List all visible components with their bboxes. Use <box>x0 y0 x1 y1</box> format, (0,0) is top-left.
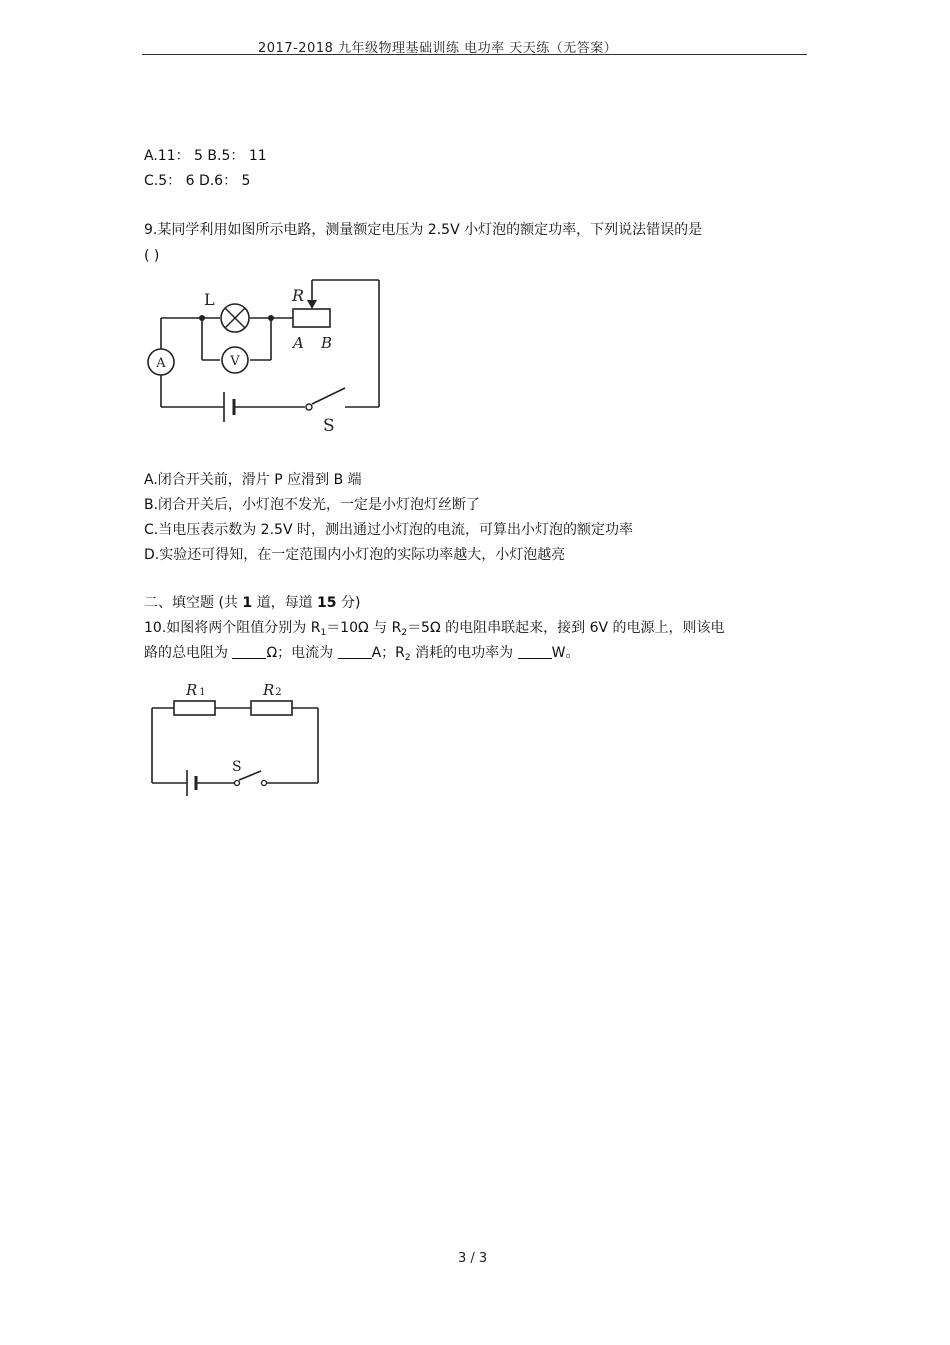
answer-blank-power[interactable] <box>518 645 552 659</box>
lamp-label: L <box>204 290 215 309</box>
switch-label: S <box>323 416 335 436</box>
rheostat-label: R <box>292 286 305 305</box>
section2-heading: 二、填空题 (共 1 道，每道 15 分) <box>144 595 361 611</box>
q9-circuit-diagram <box>140 270 400 440</box>
junction-dot <box>199 315 205 321</box>
slider-arrow-icon <box>307 300 317 309</box>
q9-option-c: C.当电压表示数为 2.5V 时，测出通过小灯泡的电流，可算出小灯泡的额定功率 <box>144 522 633 538</box>
ammeter-label: A <box>156 356 166 371</box>
q10-stem-line1: 10.如图将两个阻值分别为 $R_1=10\Omega$ 与 $R_2=5\Omega$ 的电阻串联起来，接到 6V 的电源上，则该电 <box>144 620 725 638</box>
q8-options-line2: C.5： 6 D.6： 5 <box>144 173 251 189</box>
r2-label: R2 <box>263 681 282 699</box>
q9-option-a: A.闭合开关前，滑片 P 应滑到 B 端 <box>144 472 362 488</box>
q10-stem-line2: 路的总电阻为 Ω；电流为 A；$R_2$ 消耗的电功率为 W。 <box>144 645 580 663</box>
rheostat-end-a-label: A <box>293 334 304 352</box>
page-number: 3 / 3 <box>458 1251 488 1266</box>
rheostat-end-b-label: B <box>321 334 333 352</box>
answer-blank-resistance[interactable] <box>232 645 266 659</box>
switch-pivot <box>306 404 312 410</box>
r1-label: R 1 <box>186 681 206 699</box>
q9-option-b: B.闭合开关后，小灯泡不发光，一定是小灯泡灯丝断了 <box>144 497 481 513</box>
battery-symbol <box>187 770 196 796</box>
q8-options-line1: A.11： 5 B.5： 11 <box>144 148 267 164</box>
q10-circuit-diagram <box>140 675 330 805</box>
q9-stem-line2: ( ) <box>144 248 160 264</box>
battery-symbol <box>224 392 234 422</box>
answer-blank-current[interactable] <box>338 645 372 659</box>
switch-pivot <box>235 781 240 786</box>
q9-option-d: D.实验还可得知，在一定范围内小灯泡的实际功率越大，小灯泡越亮 <box>144 547 566 563</box>
page-header-title: 2017-2018 九年级物理基础训练 电功率 天天练（无答案） <box>258 41 618 56</box>
junction-dot <box>268 315 274 321</box>
q9-stem-line1: 9.某同学利用如图所示电路，测量额定电压为 2.5V 小灯泡的额定功率，下列说法错误的是 <box>144 222 703 238</box>
voltmeter-symbol <box>222 347 248 373</box>
voltmeter-label: V <box>230 354 240 369</box>
header-rule <box>142 54 807 55</box>
ammeter-symbol <box>148 349 174 375</box>
lamp-symbol <box>221 304 249 332</box>
switch-contact <box>262 781 267 786</box>
switch-label: S <box>232 759 242 775</box>
